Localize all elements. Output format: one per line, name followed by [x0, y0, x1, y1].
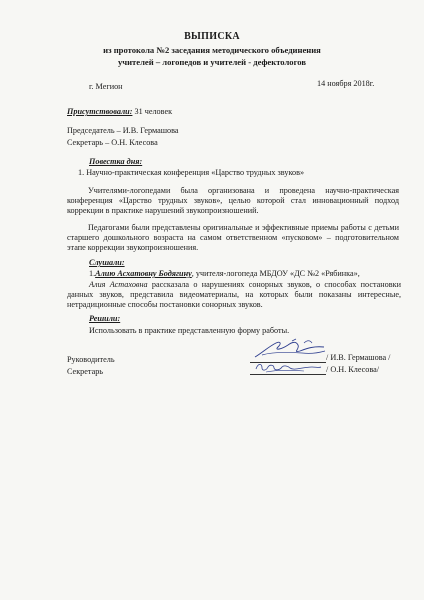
- heard-text: [67, 280, 401, 310]
- city: г. Мегион: [89, 82, 123, 91]
- speaker-first-name: Алия Астаховна: [89, 280, 148, 289]
- secretary-signature-icon: [252, 359, 322, 375]
- decided-text: Использовать в практике представленную форму работы.: [89, 326, 290, 335]
- speaker-position: , учителя-логопеда МБДОУ «ДС №2 «Рябинка»,: [191, 269, 360, 278]
- secretary-sign-name: / О.Н. Клесова/: [326, 365, 380, 374]
- secretary-sign-label: Секретарь: [67, 367, 104, 376]
- date: 14 ноября 2018г.: [317, 79, 375, 88]
- agenda-heading: Повестка дня:: [89, 157, 143, 166]
- paragraph-2: Педагогами были представлены оригинальные и эффективные приемы работы с детьми старшего дошкольного возраста на самом ответственном «пусковом» – подготовительном этапе коррекции звукопроизношения.: [67, 223, 399, 252]
- chair-sign-label: Руководитель: [67, 355, 115, 364]
- attendance: [67, 107, 172, 116]
- decided-heading: Решили:: [89, 314, 121, 323]
- speaker-number: 1.: [89, 269, 96, 278]
- heard-description: рассказала о нарушениях сонорных звуков, о способах постановки данных звуков, представила видеоматериалы, на которых были показаны интересные, нетрадиционные способы постановки сонорных звуков.: [67, 280, 401, 309]
- attendance-value: 31 человек: [132, 107, 173, 116]
- heard-speaker: [89, 269, 401, 279]
- secretary-line: Секретарь – О.Н. Клесова: [67, 138, 158, 147]
- document-subtitle: из протокола №2 заседания методического объединения: [103, 45, 321, 55]
- chair-sign-name: / И.В. Гермашова /: [326, 353, 391, 362]
- heard-heading: Слушали:: [89, 258, 125, 267]
- paragraph-1: Учителями-логопедами была организована и проведена научно-практическая конференция «Царство трудных звуков», целью которой стал инновационный подход коррекции в практике нарушений звукопроизношений.: [67, 186, 399, 215]
- chair-line: Председатель – И.В. Гермашова: [67, 126, 179, 135]
- speaker-name: Алию Асхатовну Бодягину: [95, 269, 192, 278]
- attendance-label: Присутствовали:: [67, 107, 133, 116]
- document-title: ВЫПИСКА: [184, 31, 240, 42]
- document-subtitle-2: учителей – логопедов и учителей - дефектологов: [117, 57, 307, 67]
- agenda-item-1: 1. Научно-практическая конференция «Царство трудных звуков»: [78, 168, 305, 177]
